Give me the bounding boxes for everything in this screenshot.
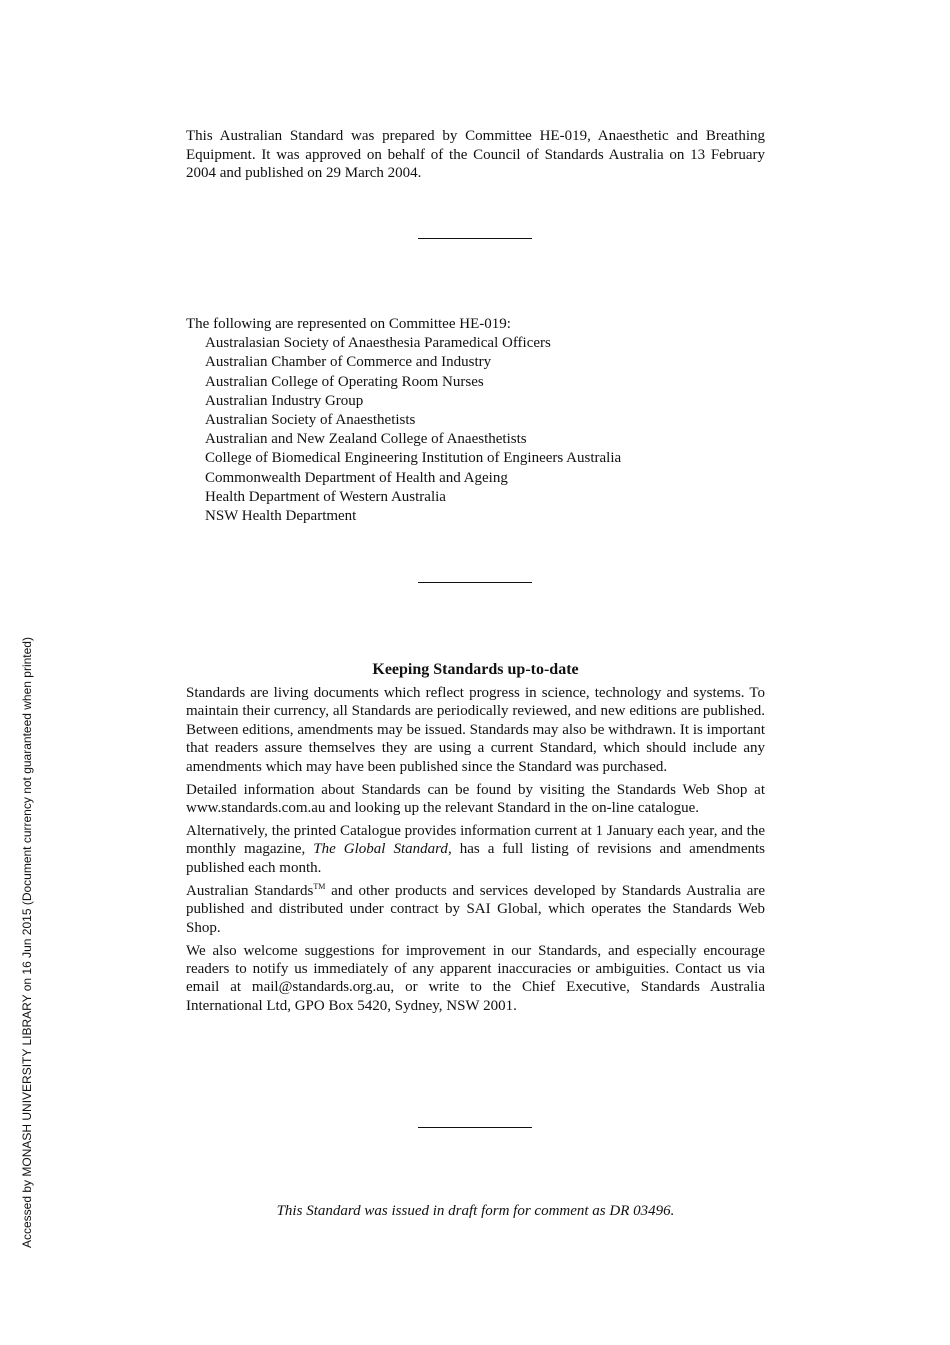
- paragraph: Standards are living documents which reflect progress in science, technology and systems. To maintain their currency, all Standards are periodically reviewed, and new editions are published. Between editions, amendments may be issued. Standards may also be withdrawn. It is important that readers assure themselves they are using a current Standard, which should include any amendments which may have been published since the Standard was purchased.: [186, 685, 765, 775]
- text-run: and other products and services developed by Standards Australia are published and distributed under contract by SAI Global, which operates the Standards Web Shop.: [186, 882, 766, 936]
- committee-member: NSW Health Department: [205, 508, 357, 525]
- divider-rule: [418, 238, 532, 239]
- committee-member: Commonwealth Department of Health and Ageing: [205, 469, 508, 486]
- committee-member: Australian and New Zealand College of Anaesthetists: [205, 431, 527, 448]
- committee-member: Health Department of Western Australia: [205, 488, 446, 505]
- committee-member: Australian College of Operating Room Nurses: [205, 373, 484, 390]
- paragraph: We also welcome suggestions for improvement in our Standards, and especially encourage readers to notify us immediately of any apparent inaccuracies or ambiguities. Contact us via email at mail@standards.org.au, or write to the Chief Executive, Standards Australia International Ltd, GPO Box 5420, Sydney, NSW 2001.: [186, 942, 765, 1014]
- section-heading: Keeping Standards up-to-date: [372, 661, 579, 678]
- committee-member-list: [186, 334, 765, 526]
- divider-rule: [418, 1127, 532, 1128]
- publication-title: The Global Standard: [313, 841, 448, 858]
- keeping-up-to-date-section: [186, 684, 765, 1020]
- preparation-statement: This Australian Standard was prepared by Committee HE-019, Anaesthetic and Breathing Equipment. It was approved on behalf of the Council of Standards Australia on 13 February 2004 and published on 29 March 2004.: [186, 128, 765, 182]
- committee-intro: The following are represented on Committee HE-019:: [186, 316, 511, 332]
- committee-member: Australian Society of Anaesthetists: [205, 412, 416, 429]
- paragraph: [186, 781, 765, 818]
- committee-section: [186, 315, 765, 526]
- text-run: , has a full listing of revisions and amendments published each month.: [186, 841, 765, 876]
- divider-rule: [418, 582, 532, 583]
- paragraph: [186, 882, 765, 937]
- text-run: Alternatively, the printed Catalogue provides information current at 1 January each year, and the monthly magazine,: [186, 823, 765, 858]
- committee-member: Australian Industry Group: [205, 392, 364, 409]
- committee-member: College of Biomedical Engineering Institution of Engineers Australia: [205, 450, 622, 467]
- access-watermark: Accessed by MONASH UNIVERSITY LIBRARY on 16 Jun 2015 (Document currency not guaranteed when printed): [20, 637, 34, 1248]
- text-run: Australian Standards: [186, 882, 314, 899]
- committee-member: Australian Chamber of Commerce and Industry: [205, 354, 492, 371]
- trademark-mark: TM: [313, 881, 326, 891]
- text-run: Detailed information about Standards can be found by visiting the Standards Web Shop at www.standards.com.au and looking up the relevant Standard in the on-line catalogue.: [186, 781, 765, 817]
- committee-member: Australasian Society of Anaesthesia Paramedical Officers: [205, 335, 551, 352]
- draft-note: This Standard was issued in draft form for comment as DR 03496.: [276, 1203, 675, 1219]
- paragraph: [186, 822, 765, 877]
